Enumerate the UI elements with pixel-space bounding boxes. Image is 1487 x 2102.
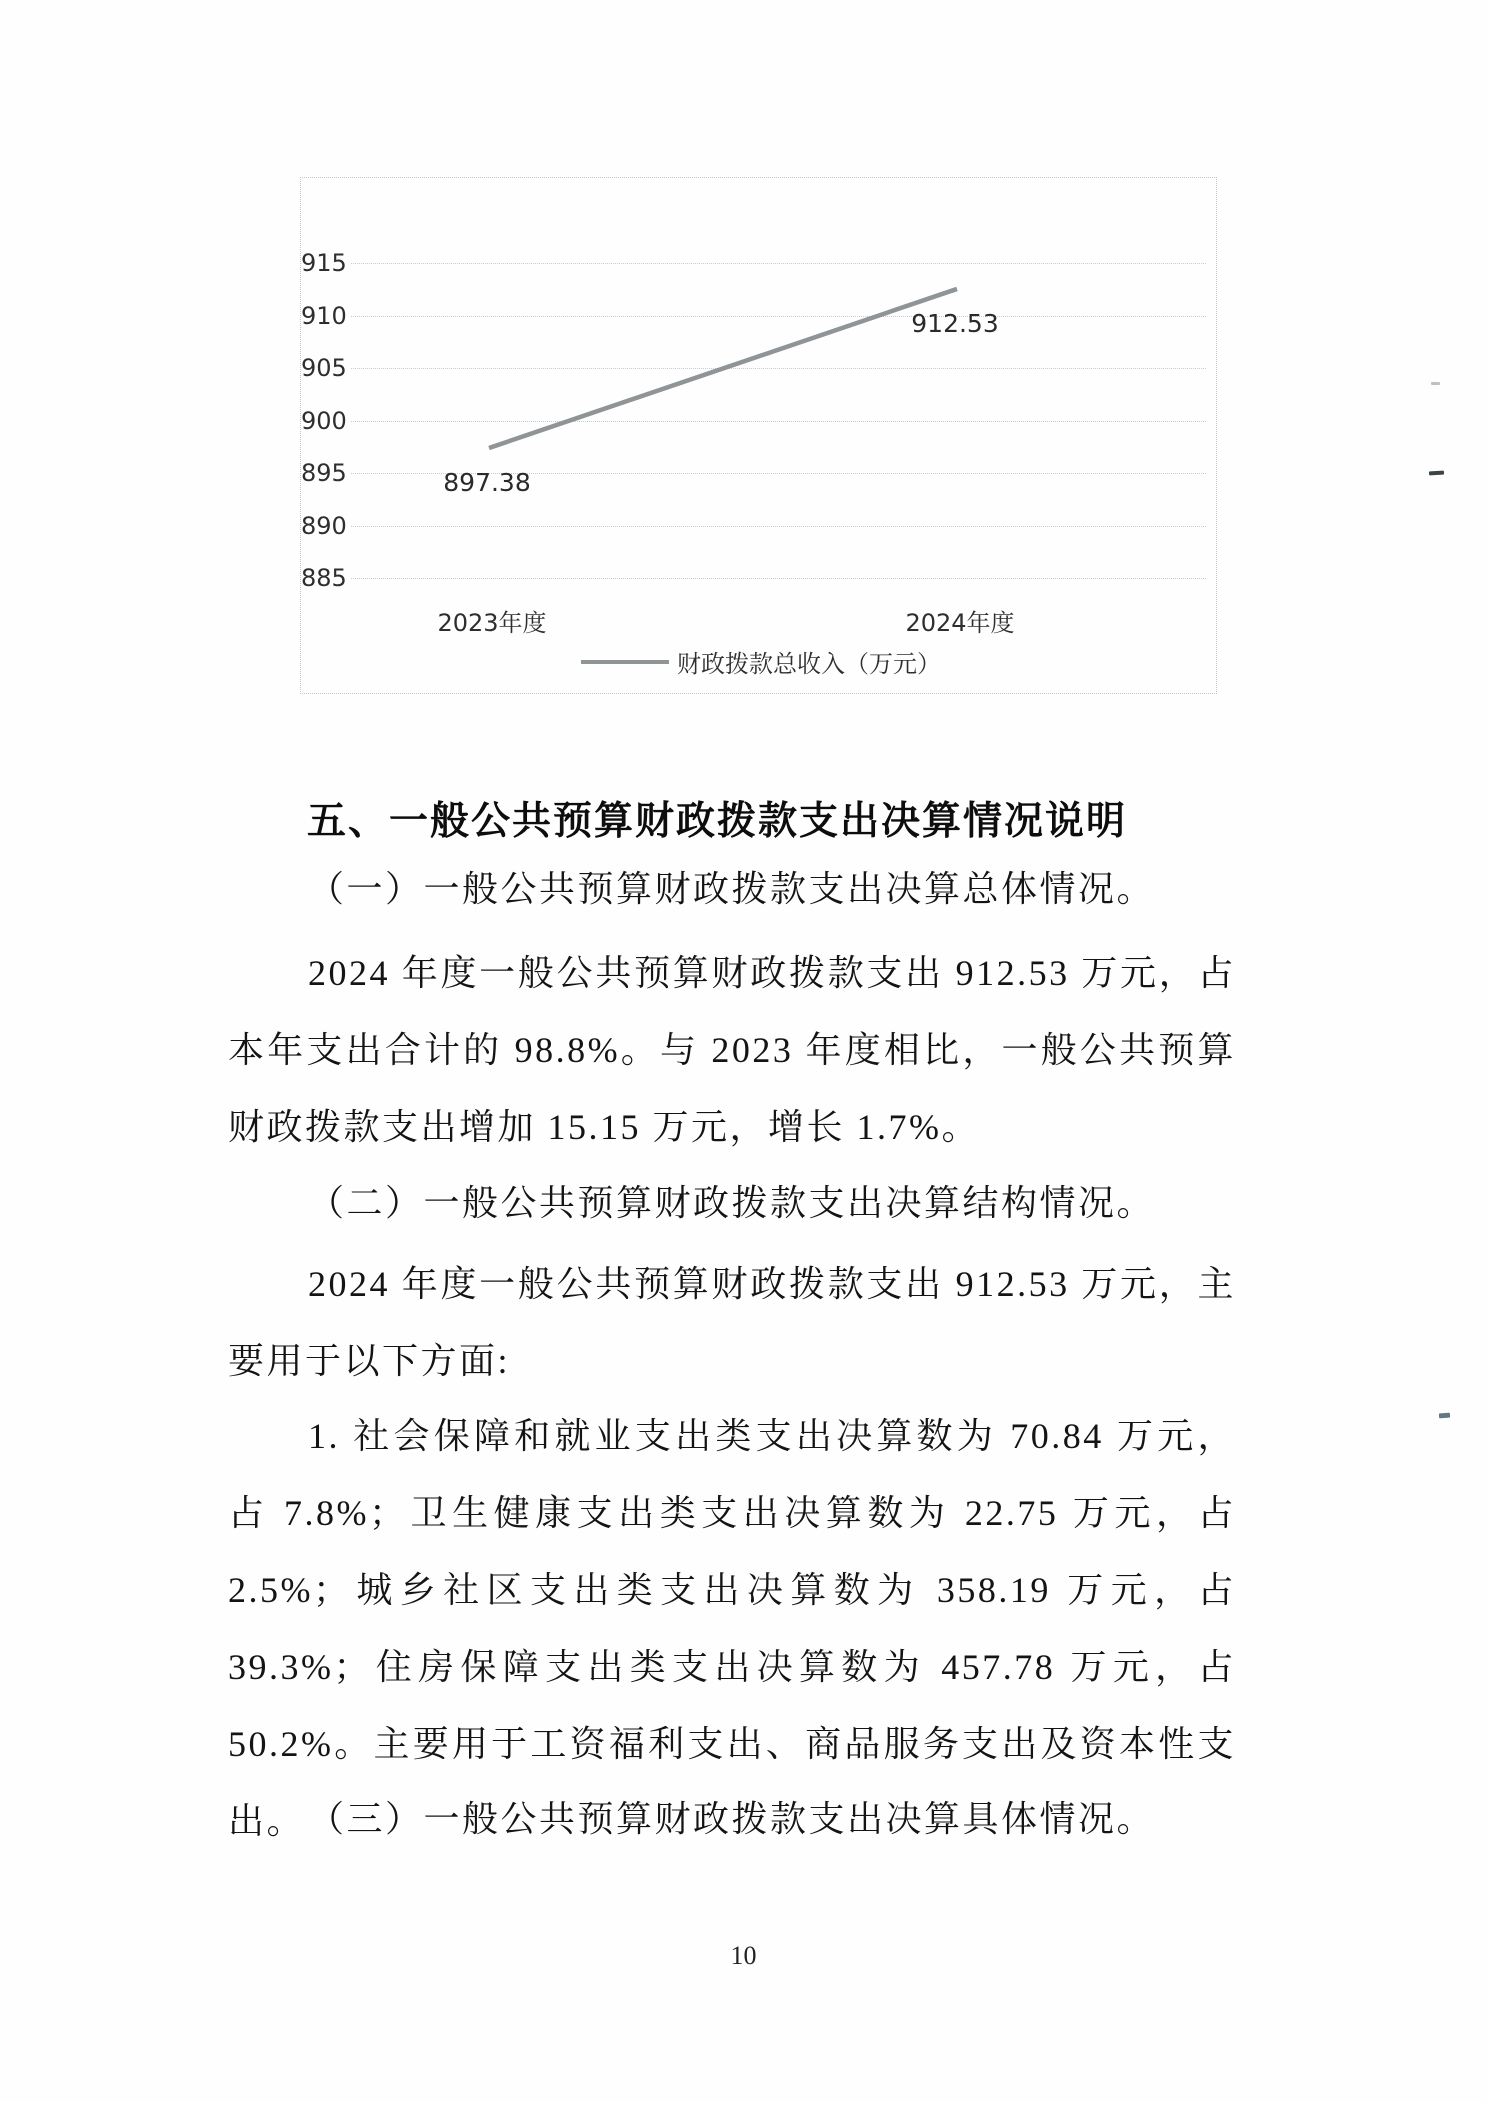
y-axis-tick-label: 900 <box>301 406 347 435</box>
subsection-1-heading: （一）一般公共预算财政拨款支出决算总体情况。 <box>308 869 1156 909</box>
y-axis-tick-label: 910 <box>301 301 347 330</box>
scan-artifact-speck <box>1431 382 1440 385</box>
data-point-label: 897.38 <box>443 468 531 497</box>
paragraph-breakdown: 1. 社会保障和就业支出类支出决算数为 70.84 万元，占 7.8%；卫生健康支出类支出决算数为 22.75 万元，占 2.5%；城乡社区支出类支出决算数为 358.19 万元，占 39.3%；住房保障支出类支出决算数为 457.78 万元，占 50.2%。主要用于工资福利支出、商品服务支出及资本性支出。 <box>228 1416 1236 1841</box>
y-axis-tick-label: 905 <box>301 354 347 382</box>
legend-line-marker <box>581 660 669 664</box>
funding-income-line-chart <box>300 177 1217 694</box>
legend-label: 财政拨款总收入（万元） <box>677 650 941 678</box>
y-axis-tick-label: 895 <box>301 459 347 487</box>
subsection-2-heading: （二）一般公共预算财政拨款支出决算结构情况。 <box>308 1183 1156 1223</box>
subsection-3-heading: （三）一般公共预算财政拨款支出决算具体情况。 <box>308 1799 1156 1839</box>
scan-artifact-dash <box>1429 471 1444 476</box>
scan-artifact-mark <box>1439 1413 1450 1419</box>
y-axis-tick-label: 915 <box>301 249 347 277</box>
x-axis-category-label: 2024年度 <box>905 609 1015 637</box>
y-axis-tick-label: 890 <box>301 511 347 540</box>
y-axis-tick-label: 885 <box>301 564 347 592</box>
data-point-label: 912.53 <box>911 308 999 338</box>
section-heading: 五、一般公共预算财政拨款支出决算情况说明 <box>307 800 1128 843</box>
page-number: 10 <box>730 1941 757 1970</box>
paragraph-overall: 2024 年度一般公共预算财政拨款支出 912.53 万元，占本年支出合计的 98.8%。与 2023 年度相比，一般公共预算财政拨款支出增加 15.15 万元，增长 1.7%。 <box>228 953 1236 1147</box>
x-axis-category-label: 2023年度 <box>437 609 547 637</box>
chart-legend <box>581 644 941 679</box>
paragraph-structure: 2024 年度一般公共预算财政拨款支出 912.53 万元，主要用于以下方面: <box>228 1264 1236 1381</box>
